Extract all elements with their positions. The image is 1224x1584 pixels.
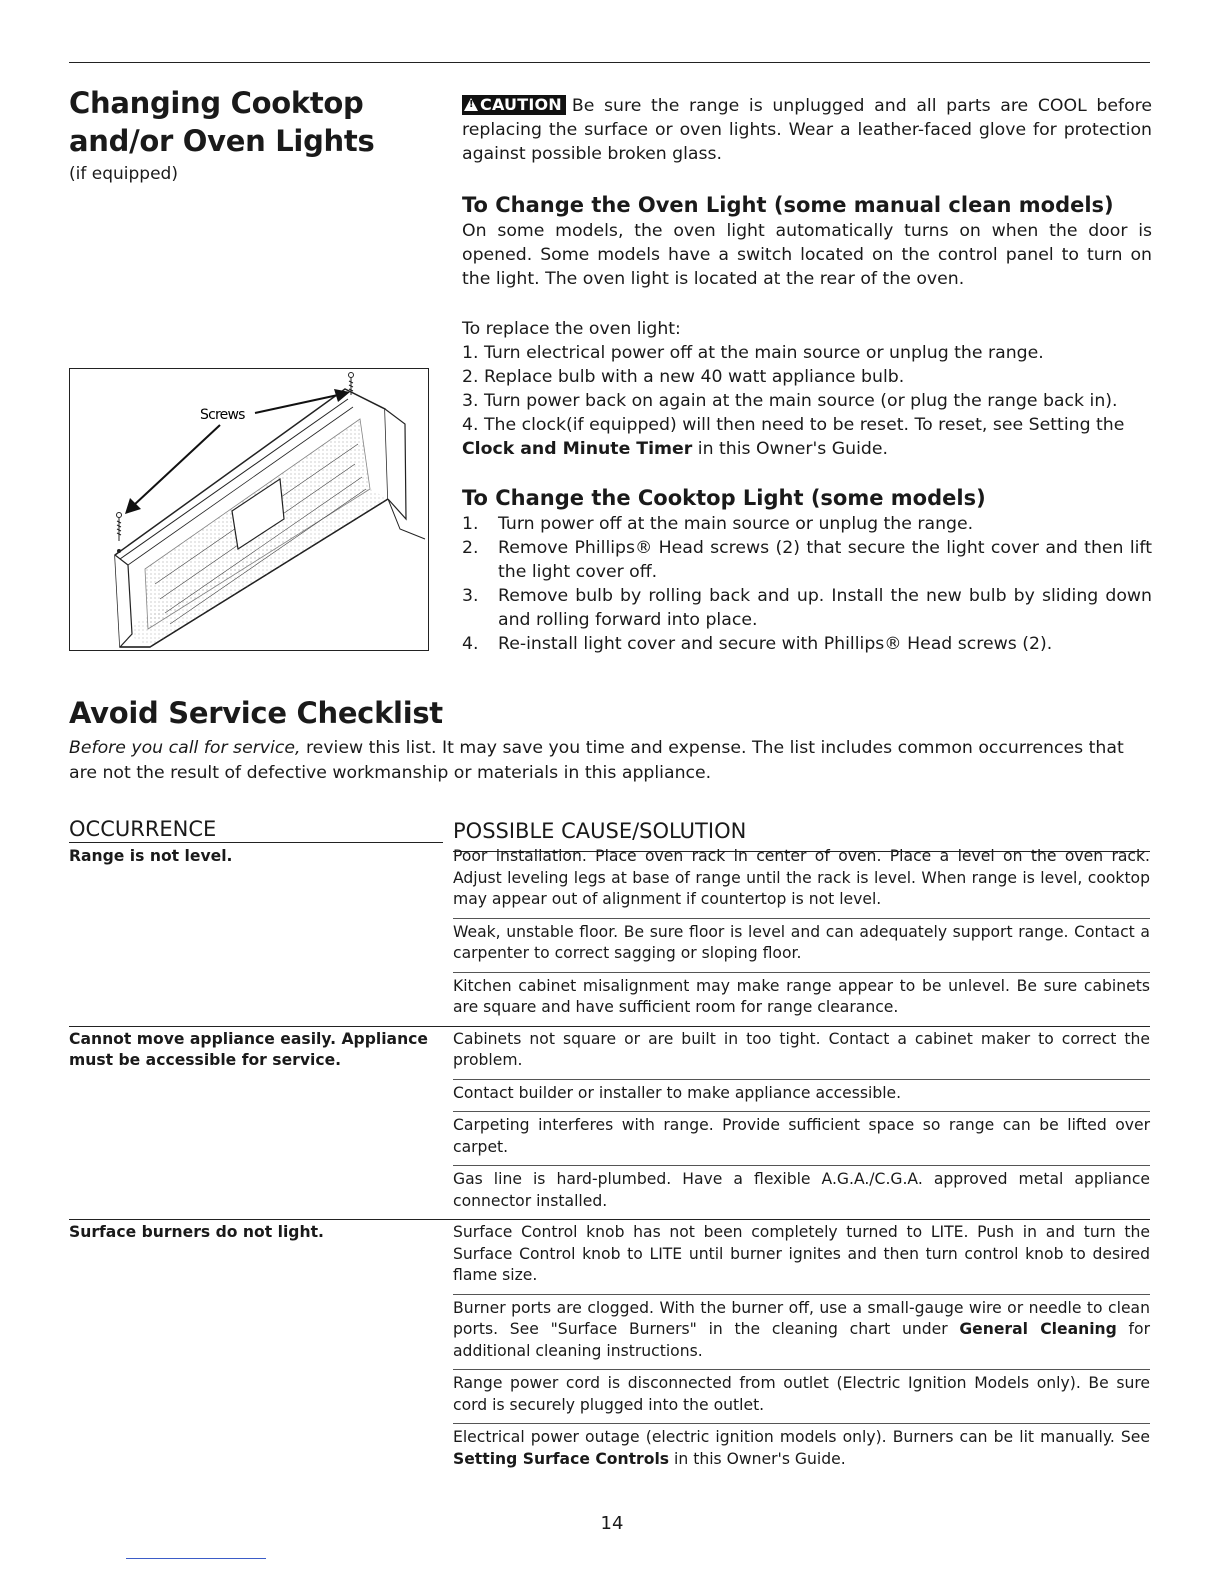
caution-text: Be sure the range is unplugged and all parts are COOL before replacing the surface or oven lights. Wear a leather-faced glove for protection against possible broken glass. — [462, 96, 1152, 164]
step-number: 4. — [462, 634, 479, 654]
footer-rule — [126, 1558, 266, 1559]
table-row — [69, 844, 1150, 1027]
step-number: 3. — [462, 586, 479, 606]
intro-italic: Before you call for service, — [69, 738, 301, 758]
step4-text: 4. The clock(if equipped) will then need to be reset. To reset, see Setting the — [462, 415, 1125, 435]
occurrence-cell: Range is not level. — [69, 847, 233, 865]
cooktop-step — [462, 512, 1152, 536]
occurrence-cell: Cannot move appliance easily. Appliance must be accessible for service. — [69, 1029, 428, 1069]
cooktop-light-heading: To Change the Cooktop Light (some models) — [462, 486, 986, 510]
surface-controls-ref: Setting Surface Controls — [453, 1449, 670, 1468]
top-rule — [69, 62, 1150, 63]
checklist-table — [69, 844, 1150, 1477]
screws-label: Screws — [200, 407, 245, 423]
cause-item — [453, 1295, 1150, 1371]
oven-step: 1. Turn electrical power off at the main source or unplug the range. — [462, 343, 1044, 363]
cause-item: Weak, unstable floor. Be sure floor is level and can adequately support range. Contact a carpenter to correct sagging or sloping floor. — [453, 919, 1150, 973]
caution-block — [462, 94, 1152, 166]
caution-paragraph — [462, 94, 1152, 166]
cause-item — [453, 1424, 1150, 1477]
section-title-line2: and/or Oven Lights — [69, 124, 375, 158]
oven-light-heading: To Change the Oven Light (some manual clean models) — [462, 193, 1114, 217]
step-text: Remove bulb by rolling back and up. Install the new bulb by sliding down and rolling forward into place. — [498, 586, 1152, 630]
cause-text: Burner ports are clogged. With the burner off, use a small-gauge wire or needle to clean ports. See "Surface Burners" in the cleaning chart under — [453, 1298, 1150, 1338]
warning-triangle-icon — [464, 98, 478, 111]
oven-steps-list — [462, 341, 1152, 461]
causes-cell — [453, 1220, 1150, 1477]
cause-text: Electrical power outage (electric ignition models only). Burners can be lit manually. See — [453, 1428, 1150, 1446]
light-cover-illustration — [69, 368, 429, 651]
cooktop-step — [462, 584, 1152, 632]
caution-label: CAUTION — [480, 95, 562, 114]
checklist-intro — [69, 736, 1149, 786]
general-cleaning-ref: General Cleaning — [959, 1320, 1117, 1338]
screw-icon — [117, 513, 122, 553]
causes-cell — [453, 1027, 1150, 1220]
clock-timer-ref: Clock and Minute Timer — [462, 439, 693, 459]
cause-text: in this Owner's Guide. — [669, 1449, 846, 1468]
occurrence-cell: Surface burners do not light. — [69, 1223, 324, 1241]
table-row — [69, 1027, 1150, 1221]
caution-badge — [462, 95, 566, 115]
causes-cell — [453, 844, 1150, 1026]
cause-item: Range power cord is disconnected from outlet (Electric Ignition Models only). Be sure cord is securely plugged into the outlet. — [453, 1370, 1150, 1424]
section-subtitle: (if equipped) — [69, 164, 178, 184]
step-text: Remove Phillips® Head screws (2) that secure the light cover and then lift the light cover off. — [498, 538, 1152, 582]
cause-item: Contact builder or installer to make appliance accessible. — [453, 1080, 1150, 1113]
cause-item: Surface Control knob has not been completely turned to LITE. Push in and turn the Surface Control knob to LITE until burner ignites and then turn control knob to desired flame size. — [453, 1220, 1150, 1295]
oven-light-section — [462, 191, 1152, 291]
occurrence-column-header: OCCURRENCE — [69, 816, 443, 843]
replace-heading: To replace the oven light: — [462, 319, 681, 339]
cooktop-step — [462, 632, 1152, 656]
table-row — [69, 1220, 1150, 1477]
oven-step: 3. Turn power back on again at the main source (or plug the range back in). — [462, 391, 1118, 411]
checklist-title: Avoid Service Checklist — [69, 696, 443, 730]
cause-column-header: POSSIBLE CAUSE/SOLUTION — [453, 816, 1150, 852]
section-title-line1: Changing Cooktop — [69, 86, 364, 120]
oven-light-text: On some models, the oven light automatically turns on when the door is opened. Some models have a switch located on the control panel to turn on the light. The oven light is located at the rear of the oven. — [462, 221, 1152, 289]
cooktop-steps-list — [462, 512, 1152, 656]
replace-oven-light — [462, 317, 1152, 461]
oven-step-4 — [462, 413, 1152, 461]
cause-text: for additional cleaning instructions. — [453, 1320, 1150, 1360]
cooktop-light-section — [462, 484, 1152, 656]
page-number: 14 — [600, 1513, 624, 1534]
intro-text: review this list. It may save you time and expense. The list includes common occurrences that are not the result of defective workmanship or materials in this appliance. — [69, 738, 1124, 783]
oven-step: 2. Replace bulb with a new 40 watt appliance bulb. — [462, 367, 905, 387]
cause-item: Poor installation. Place oven rack in center of oven. Place a level on the oven rack. Adjust leveling legs at base of range until the rack is level. When range is level, cooktop may appear out of alignment if countertop is not level. — [453, 844, 1150, 919]
cooktop-step — [462, 536, 1152, 584]
step-text: Re-install light cover and secure with Phillips® Head screws (2). — [498, 634, 1053, 654]
step-number: 2. — [462, 538, 479, 558]
step4-end: in this Owner's Guide. — [692, 439, 888, 459]
step-text: Turn power off at the main source or unplug the range. — [498, 514, 974, 534]
light-cover-drawing — [70, 369, 428, 650]
cause-item: Cabinets not square or are built in too tight. Contact a cabinet maker to correct the problem. — [453, 1027, 1150, 1080]
cause-item: Kitchen cabinet misalignment may make range appear to be unlevel. Be sure cabinets are square and have sufficient room for range clearance. — [453, 976, 1150, 1016]
cause-item: Gas line is hard-plumbed. Have a flexible A.G.A./C.G.A. approved metal appliance connector installed. — [453, 1170, 1150, 1210]
cause-item: Carpeting interferes with range. Provide sufficient space so range can be lifted over carpet. — [453, 1112, 1150, 1166]
step-number: 1. — [462, 514, 479, 534]
